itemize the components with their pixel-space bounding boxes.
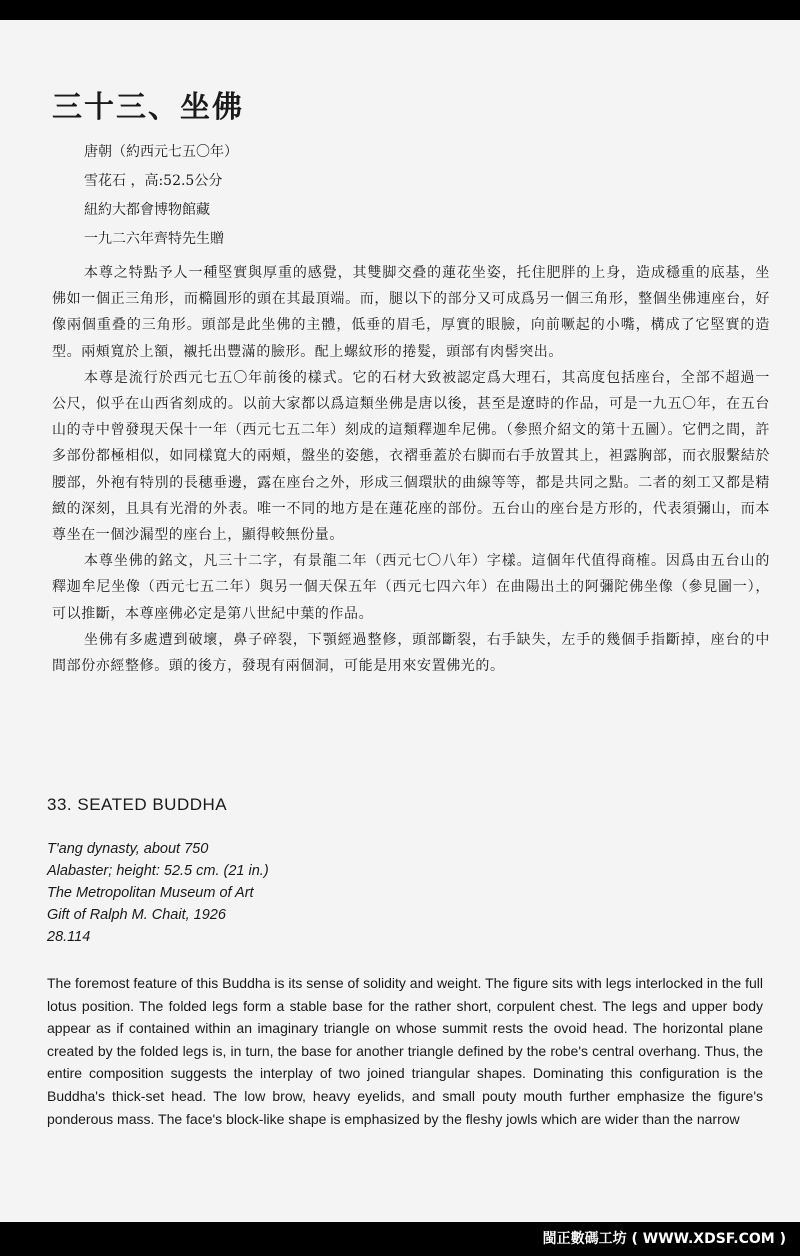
chinese-catalog-info bbox=[84, 138, 238, 254]
english-body: The foremost feature of this Buddha is its sense of solidity and weight. The figure sits with legs interlocked in the full lotus position. The folded legs form a stable base for the rather short, corpulent chest. The legs and upper body appear as if contained within an imaginary triangle on whose summit rests the ovoid head. The horizontal plane created by the folded legs is, in turn, the base for another triangle defined by the robe's central overhang. Thus, the entire composition suggests the interplay of two joined triangular shapes. Dominating this configuration is the Buddha's thick-set head. The low brow, heavy eyelids, and small pouty mouth further emphasize the figure's ponderous mass. The face's block-like shape is emphasized by the fleshy jowls which are wider than the narrow bbox=[47, 975, 763, 1127]
english-meta-collection: The Metropolitan Museum of Art bbox=[47, 885, 254, 901]
chinese-paragraph: 本尊之特點予人一種堅實與厚重的感覺，其雙脚交叠的蓮花坐姿，托住肥胖的上身，造成穩重的底基，坐佛如一個正三角形，而橢圓形的頭在其最頂端。而，腿以下的部分又可成爲另一個三角形，整個坐佛連座台，好像兩個重叠的三角形。頭部是此坐佛的主體，低垂的眉毛，厚實的眼臉，向前噘起的小嘴，構成了它堅實的造型。兩頰寬於上額，襯托出豐滿的臉形。配上螺紋形的捲髮，頭部有肉髻突出。 bbox=[52, 265, 770, 360]
chinese-body bbox=[52, 260, 770, 679]
chinese-paragraph: 本尊坐佛的銘文，凡三十二字，有景龍二年（西元七〇八年）字樣。這個年代值得商榷。因爲由五台山的釋迦牟尼坐像（西元七五二年）與另一個天保五年（西元七四六年）在曲陽出土的阿彌陀佛坐像（參見圖一），可以推斷，本尊座佛必定是第八世紀中葉的作品。 bbox=[52, 553, 770, 622]
watermark-bar bbox=[0, 1222, 800, 1256]
chinese-paragraph: 本尊是流行於西元七五〇年前後的樣式。它的石材大致被認定爲大理石，其高度包括座台，全部不超過一公尺，似乎在山西省刻成的。以前大家都以爲這類坐佛是唐以後，甚至是遼時的作品，可是一九五〇年，在五台山的寺中曾發現天保十一年（西元七五二年）刻成的這類釋迦牟尼佛。（參照介紹文的第十五圖）。它們之間，許多部份都極相似，如同樣寬大的兩頰，盤坐的姿態，衣褶垂蓋於右脚而右手放置其上，袒露胸部，而衣服繫結於腰部，外袍有特別的長穗垂邊，露在座台之外，形成三個環狀的曲線等等，都是共同之點。二者的刻工又都是精緻的深刻，且具有光滑的外表。唯一不同的地方是在蓮花座的部份。五台山的座台是方形的，代表須彌山，而本尊坐在一個沙漏型的座台上，顯得較無份量。 bbox=[52, 369, 770, 544]
english-title: 33. SEATED BUDDHA bbox=[47, 795, 228, 814]
english-meta-material: Alabaster; height: 52.5 cm. (21 in.) bbox=[47, 863, 269, 879]
english-catalog-info bbox=[47, 838, 269, 948]
chinese-title: 三十三、坐佛 bbox=[52, 90, 244, 125]
chinese-meta-collection: 紐約大都會博物館藏 bbox=[84, 202, 210, 218]
chinese-meta-period: 唐朝（約西元七五〇年） bbox=[84, 144, 238, 160]
watermark-text: 閩正數碼工坊 ( WWW.XDSF.COM ) bbox=[542, 1231, 786, 1247]
top-black-bar bbox=[0, 0, 800, 20]
english-meta-donor: Gift of Ralph M. Chait, 1926 bbox=[47, 907, 226, 923]
document-page bbox=[0, 20, 800, 1222]
chinese-meta-donor: 一九二六年齊特先生贈 bbox=[84, 231, 224, 247]
english-meta-accession: 28.114 bbox=[47, 929, 91, 945]
chinese-paragraph: 坐佛有多處遭到破壞，鼻子碎裂，下顎經過整修，頭部斷裂，右手缺失，左手的幾個手指斷掉，座台的中間部份亦經整修。頭的後方，發現有兩個洞，可能是用來安置佛光的。 bbox=[52, 631, 770, 675]
english-meta-period: T'ang dynasty, about 750 bbox=[47, 841, 209, 857]
chinese-meta-material: 雪花石 ，高:52.5公分 bbox=[84, 173, 223, 189]
